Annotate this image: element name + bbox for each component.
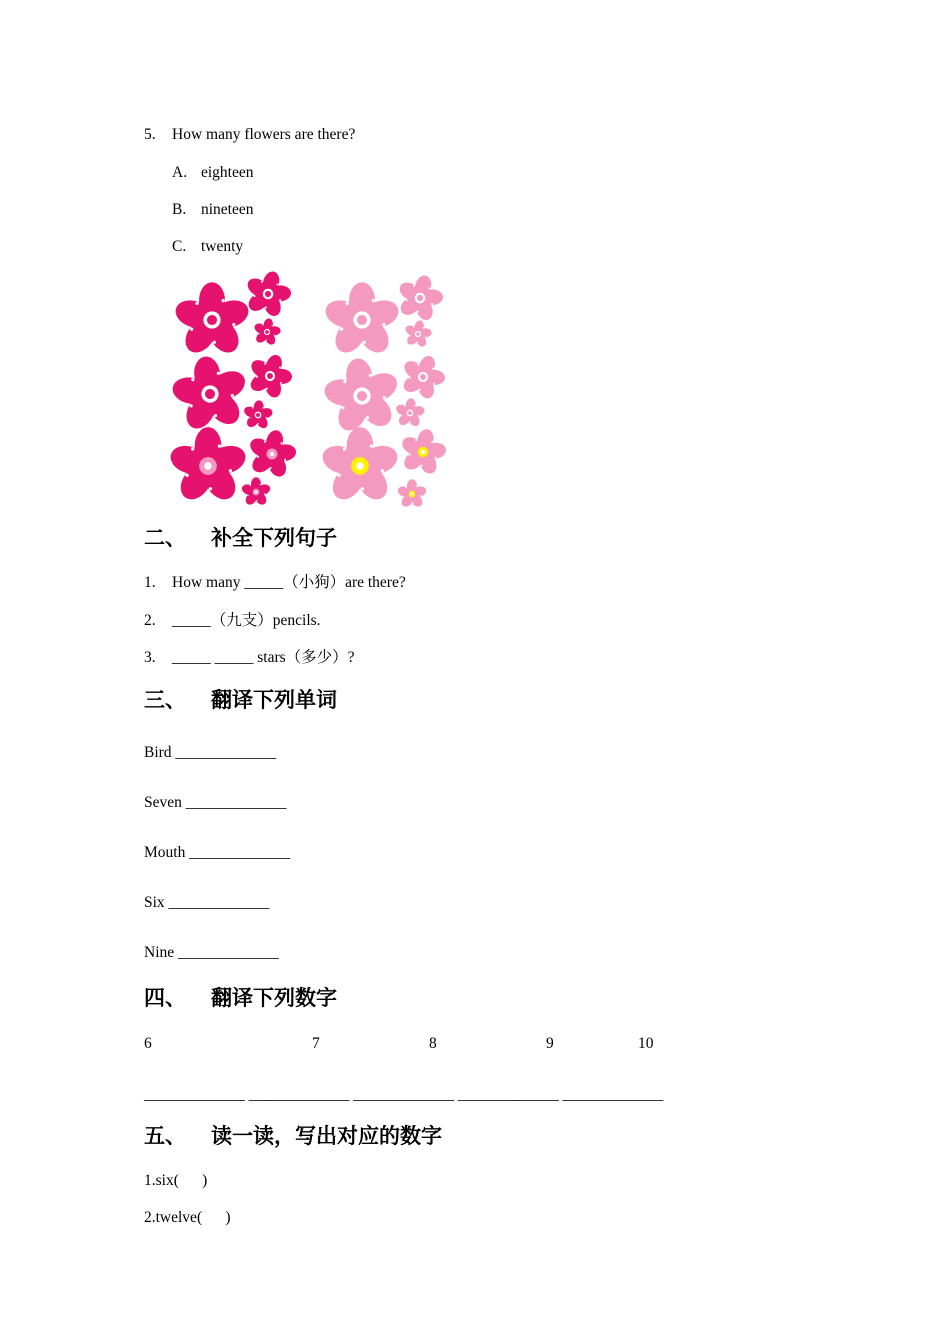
flower-icon (393, 397, 427, 429)
number-answer-blanks: _____________ _____________ _____________ _____________ _____________ (144, 1086, 664, 1103)
option-a-letter: A. (172, 164, 188, 181)
question-number: 5. (144, 126, 156, 143)
flower-icon (240, 477, 271, 507)
flower-icon (241, 399, 275, 431)
s2-item-1-number: 1. (144, 574, 156, 591)
option-a-text: eighteen (201, 164, 254, 181)
word-seven: Seven _____________ (144, 794, 287, 811)
option-c-text: twenty (201, 238, 244, 255)
word-bird: Bird _____________ (144, 744, 277, 761)
flower-icon (240, 347, 299, 405)
number-7: 7 (312, 1035, 320, 1052)
section-5-title: 读一读，写出对应的数字 (211, 1124, 442, 1148)
section-5-heading (144, 1126, 442, 1147)
s2-item-3-text: _____ _____ stars（多少）? (172, 649, 355, 666)
section-2-title: 补全下列句子 (211, 526, 337, 550)
flower-icon (317, 353, 407, 439)
flower-icon (396, 479, 427, 509)
flower-icon (242, 425, 302, 483)
s5-item-six: 1.six( ) (144, 1172, 208, 1189)
s5-item-twelve: 2.twelve( ) (144, 1209, 231, 1226)
s2-item-2-text: _____（九支）pencils. (172, 612, 321, 629)
question-text: How many flowers are there? (172, 126, 356, 143)
number-8: 8 (429, 1035, 437, 1052)
section-3-heading (144, 690, 337, 711)
section-4-heading (144, 988, 337, 1009)
flower-icon (401, 318, 434, 350)
number-6: 6 (144, 1035, 152, 1052)
number-9: 9 (546, 1035, 554, 1052)
flower-icon (170, 351, 255, 437)
section-3-title: 翻译下列单词 (211, 688, 337, 712)
number-10: 10 (638, 1035, 654, 1052)
s2-item-3-number: 3. (144, 649, 156, 666)
section-2-number: 二、 (144, 526, 186, 550)
word-mouth: Mouth _____________ (144, 844, 290, 861)
section-3-number: 三、 (144, 688, 186, 712)
section-5-number: 五、 (144, 1124, 186, 1148)
section-4-number: 四、 (144, 986, 186, 1010)
s2-item-1-text: How many _____（小狗）are there? (172, 574, 406, 591)
flowers-image (170, 268, 460, 513)
flower-icon (319, 427, 401, 505)
option-c-letter: C. (172, 238, 187, 255)
word-six: Six _____________ (144, 894, 270, 911)
word-nine: Nine _____________ (144, 944, 279, 961)
section-4-title: 翻译下列数字 (211, 986, 337, 1010)
flower-icon (172, 282, 252, 358)
flower-icon (322, 282, 402, 358)
flower-icon (250, 316, 283, 348)
option-b-text: nineteen (201, 201, 254, 218)
s2-item-2-number: 2. (144, 612, 156, 629)
option-b-letter: B. (172, 201, 187, 218)
section-2-heading (144, 528, 337, 549)
flower-icon (170, 427, 249, 505)
flower-icon (394, 424, 451, 480)
flower-icon (390, 269, 449, 327)
flower-icon (393, 348, 452, 406)
